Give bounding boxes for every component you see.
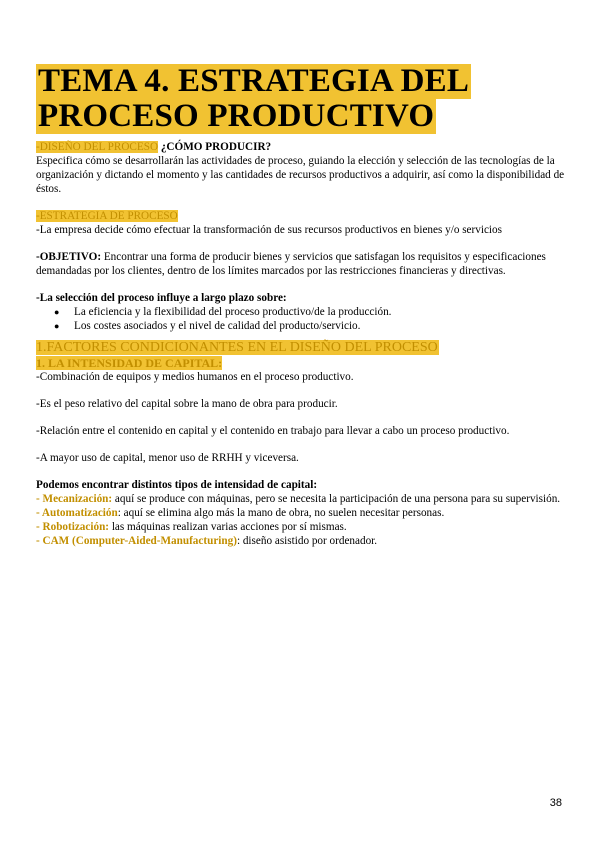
factores-p2: -Es el peso relativo del capital sobre la mano de obra para producir. [36,398,338,410]
list-item: ● La eficiencia y la flexibilidad del proceso productivo/de la producción. [70,305,566,319]
title-line-1: TEMA 4. ESTRATEGIA DEL [38,63,470,99]
document-page [36,64,566,548]
tipo-text: : diseño asistido por ordenador. [236,535,378,547]
objetivo-label: -OBJETIVO: [36,251,102,263]
tipo-item [36,520,566,534]
title-line-2: PROCESO PRODUCTIVO [38,98,435,134]
estrategia-text: -La empresa decide cómo efectuar la transformación de sus recursos productivos en bienes y/o servicios [36,224,502,236]
tipo-label: - Automatización [36,507,118,519]
estrategia-heading: -ESTRATEGIA DE PROCESO [36,210,178,222]
tipos-heading: Podemos encontrar distintos tipos de intensidad de capital: [36,479,318,491]
factores-p4: -A mayor uso de capital, menor uso de RRHH y viceversa. [36,452,299,464]
document-title [36,64,566,134]
factores-heading: 1.FACTORES CONDICIONANTES EN EL DISEÑO DEL PROCESO [36,340,438,355]
tipo-label: - Mecanización: [36,493,113,505]
factores-p3: -Relación entre el contenido en capital y el contenido en trabajo para llevar a cabo un proceso productivo. [36,425,510,437]
diseno-text: Especifica cómo se desarrollarán las actividades de proceso, guiando la elección y selección de las tecnologías de la organización y dictando el momento y las cantidades de recursos productivos a adquirir, así como la disponibilidad de éstos. [36,155,565,195]
tipo-label: - Robotización: [36,521,110,533]
factores-subheading: 1. LA INTENSIDAD DE CAPITAL: [36,356,223,370]
page-number: 38 [549,797,562,809]
tipo-label: - CAM (Computer-Aided-Manufacturing) [36,535,237,547]
factores-p1: -Combinación de equipos y medios humanos en el proceso productivo. [36,371,354,383]
tipo-item [36,534,566,548]
seleccion-list [36,305,566,333]
tipo-item [36,506,566,520]
objetivo-text: Encontrar una forma de producir bienes y servicios que satisfagan los requisitos y especificaciones demandadas por los clientes, dentro de los límites marcados por las restricciones financieras y directivas. [36,251,546,277]
seleccion-heading: -La selección del proceso influye a largo plazo sobre: [36,292,287,304]
tipo-text: aquí se produce con máquinas, pero se necesita la participación de una persona para su supervisión. [112,493,561,505]
diseno-heading-line [36,140,566,154]
objetivo-paragraph [36,250,566,278]
tipo-text: : aquí se elimina algo más la mano de obra, no suelen necesitar personas. [117,507,445,519]
tipo-item [36,492,566,506]
diseno-question: ¿CÓMO PRODUCIR? [158,141,272,153]
list-item: ● Los costes asociados y el nivel de calidad del producto/servicio. [70,319,566,333]
tipo-text: las máquinas realizan varias acciones por sí mismas. [109,521,347,533]
diseno-heading: -DISEÑO DEL PROCESO [36,141,159,153]
